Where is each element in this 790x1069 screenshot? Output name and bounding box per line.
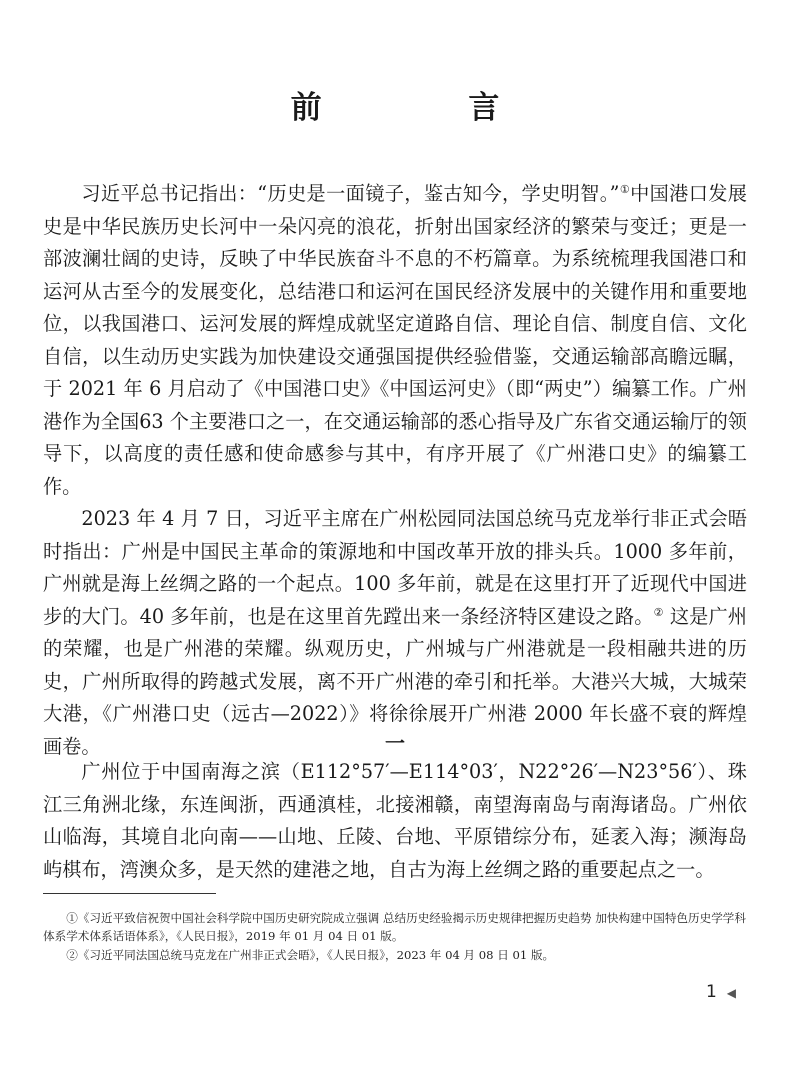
footnote-ref-1: ① (619, 183, 631, 196)
paragraph-3: 广州位于中国南海之滨（E112°57′—E114°03′，N22°26′—N23°56′）、珠江三角洲北缘，东连闽浙，西通滇桂，北接湘赣，南望海南岛与南海诸岛。广州依山临海，其境自北向南——山地、丘陵、台地、平原错综分布，延袤入海；濒海岛屿棋布，湾澳众多，是天然的建港之地，自古为海上丝绸之路的重要起点之一。 (43, 760, 747, 881)
footnote-ref-2: ② (653, 605, 664, 619)
section-heading: 一 (385, 731, 405, 755)
paragraph-2 (43, 503, 747, 763)
section-body (43, 756, 747, 886)
page-number-block (706, 982, 736, 1002)
page-number: 1 (705, 982, 717, 1002)
footnote-1: ①《习近平致信祝贺中国社会科学院中国历史研究院成立强调 总结历史经验揭示历史规律把握历史趋势 加快构建中国特色历史学学科体系学术体系话语体系》，《人民日报》，2019 年 01 月 04 日 01 版。 (43, 911, 746, 943)
paragraph-2-text-a: 2023 年 4 月 7 日，习近平主席在广州松园同法国总统马克龙举行非正式会晤时指出：广州是中国民主革命的策源地和中国改革开放的排头兵。1000 多年前，广州就是海上丝绸之路的一个起点。100 多年前，就是在这里打开了近现代中国进步的大门。40 多年前，也是在这里首先蹚出来一条经济特区建设之路。 (43, 507, 747, 628)
preface-body (43, 178, 747, 763)
paragraph-1-text-a: 习近平总书记指出：“历史是一面镜子，鉴古知今，学史明智。” (81, 182, 620, 205)
footnotes (43, 909, 753, 965)
left-triangle-icon: ◀ (726, 986, 736, 1000)
footnote-2: ②《习近平同法国总统马克龙在广州非正式会晤》，《人民日报》，2023 年 04 月 08 日 01 版。 (66, 948, 555, 962)
paragraph-2-text-b: 这是广州的荣耀，也是广州港的荣耀。纵观历史，广州城与广州港就是一段相融共进的历史，广州所取得的跨越式发展，离不开广州港的牵引和托举。大港兴大城，大城荣大港，《广州港口史（远古—2022）》将徐徐展开广州港 2000 年长盛不衰的辉煌画卷。 (43, 604, 747, 758)
page-title: 前 言 (290, 90, 568, 126)
paragraph-1 (43, 178, 747, 503)
footnote-divider (43, 893, 216, 894)
paragraph-1-text-b: 中国港口发展史是中华民族历史长河中一朵闪亮的浪花，折射出国家经济的繁荣与变迁；更是一部波澜壮阔的史诗，反映了中华民族奋斗不息的不朽篇章。为系统梳理我国港口和运河从古至今的发展变化，总结港口和运河在国民经济发展中的关键作用和重要地位，以我国港口、运河发展的辉煌成就坚定道路自信、理论自信、制度自信、文化自信，以生动历史实践为加快建设交通强国提供经验借鉴，交通运输部高瞻远瞩，于 2021 年 6 月启动了《中国港口史》《中国运河史》（即“两史”）编纂工作。广州港作为全国63 个主要港口之一，在交通运输部的悉心指导及广东省交通运输厅的领导下，以高度的责任感和使命感参与其中，有序开展了《广州港口史》的编纂工作。 (43, 182, 747, 498)
